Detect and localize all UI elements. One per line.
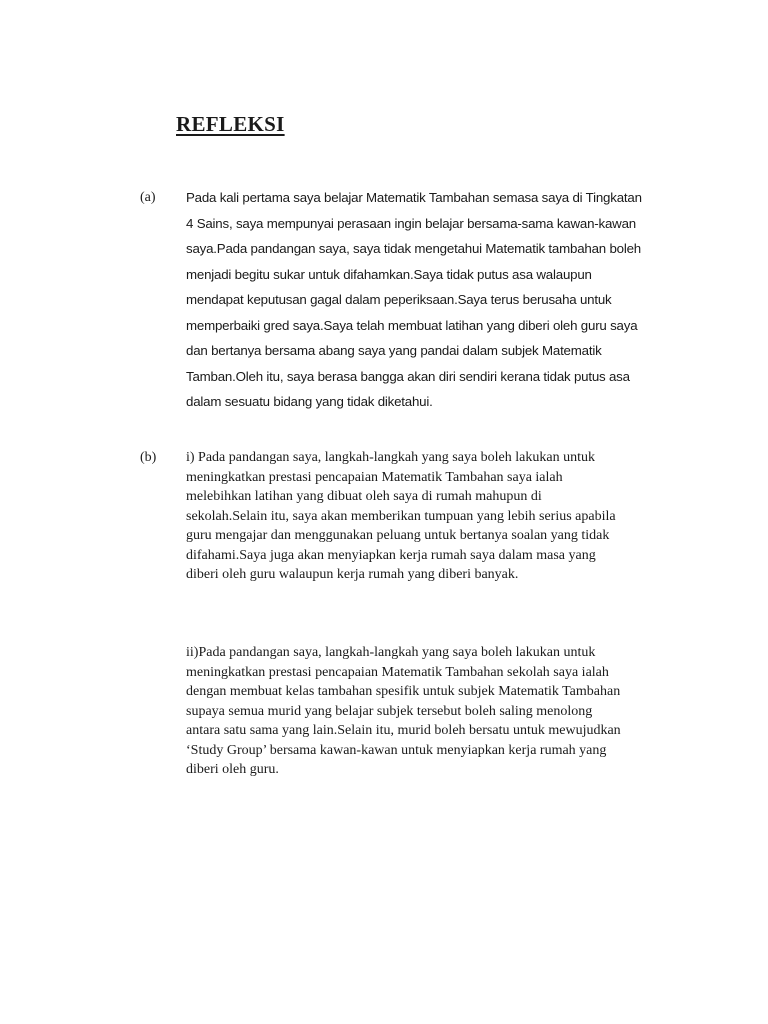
paragraph-line: diberi oleh guru. <box>186 762 279 777</box>
paragraph-line: Pada kali pertama saya belajar Matematik Tambahan semasa saya di Tingkatan <box>186 190 642 205</box>
paragraph-line: meningkatkan prestasi pencapaian Matematik Tambahan saya ialah <box>186 469 563 485</box>
paragraph-line: supaya semua murid yang belajar subjek tersebut boleh saling menolong <box>186 703 593 719</box>
section-b-part-i-paragraph <box>186 448 686 585</box>
paragraph-line: i) Pada pandangan saya, langkah-langkah yang saya boleh lakukan untuk <box>186 450 595 465</box>
paragraph-line: 4 Sains, saya mempunyai perasaan ingin belajar bersama-sama kawan-kawan <box>186 215 636 231</box>
document-title: REFLEKSI <box>176 112 285 136</box>
paragraph-line: meningkatkan prestasi pencapaian Matematik Tambahan sekolah saya ialah <box>186 664 609 680</box>
paragraph-line: dengan membuat kelas tambahan spesifik untuk subjek Matematik Tambahan <box>186 684 621 699</box>
section-a-marker: (a) <box>140 190 156 205</box>
paragraph-line: ‘Study Group’ bersama kawan-kawan untuk menyiapkan kerja rumah yang <box>186 742 607 758</box>
paragraph-line: Tamban.Oleh itu, saya berasa bangga akan diri sendiri kerana tidak putus asa <box>186 368 630 384</box>
paragraph-line: memperbaiki gred saya.Saya telah membuat latihan yang diberi oleh guru saya <box>186 317 638 333</box>
section-b-marker: (b) <box>140 450 157 465</box>
paragraph-line: difahami.Saya juga akan menyiapkan kerja rumah saya dalam masa yang <box>186 547 596 563</box>
paragraph-line: ii)Pada pandangan saya, langkah-langkah yang saya boleh lakukan untuk <box>186 645 596 660</box>
section-a-paragraph <box>186 188 686 418</box>
section-b-part-ii-paragraph <box>186 643 686 780</box>
paragraph-line: dalam sesuatu bidang yang tidak diketahui. <box>186 394 433 409</box>
paragraph-line: sekolah.Selain itu, saya akan memberikan tumpuan yang lebih serius apabila <box>186 508 616 524</box>
paragraph-line: melebihkan latihan yang dibuat oleh saya di rumah mahupun di <box>186 489 542 504</box>
paragraph-line: menjadi begitu sukar untuk difahamkan.Saya tidak putus asa walaupun <box>186 266 592 282</box>
paragraph-line: diberi oleh guru walaupun kerja rumah yang diberi banyak. <box>186 567 519 582</box>
paragraph-line: antara satu sama yang lain.Selain itu, murid boleh bersatu untuk mewujudkan <box>186 723 621 738</box>
paragraph-line: dan bertanya bersama abang saya yang pandai dalam subjek Matematik <box>186 343 602 358</box>
paragraph-line: mendapat keputusan gagal dalam peperiksaan.Saya terus berusaha untuk <box>186 292 612 307</box>
paragraph-line: saya.Pada pandangan saya, saya tidak mengetahui Matematik tambahan boleh <box>186 241 641 256</box>
paragraph-line: guru mengajar dan menggunakan peluang untuk bertanya soalan yang tidak <box>186 528 610 543</box>
